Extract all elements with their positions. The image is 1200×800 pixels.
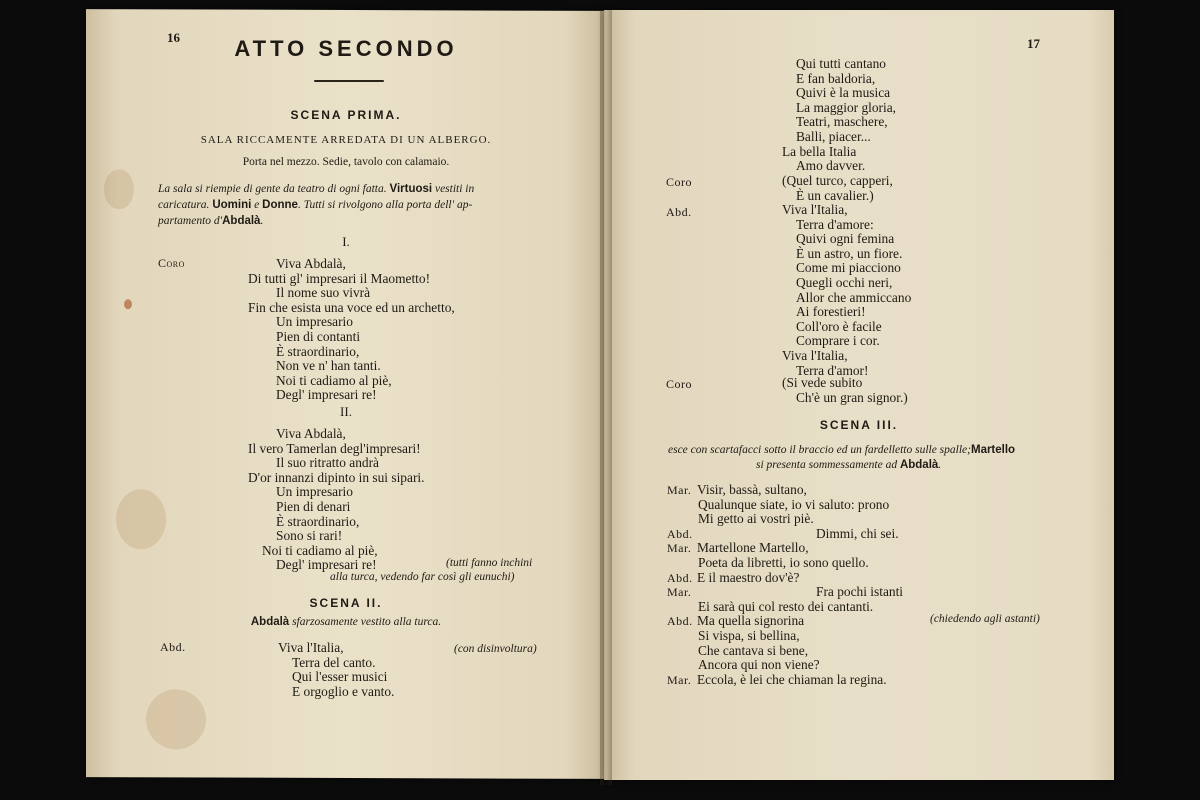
stage-direction — [86, 616, 606, 628]
verse-line: Fra pochi istanti — [816, 584, 904, 600]
speaker-label: Abd. — [667, 614, 693, 629]
verse-line: Visir, bassà, sultano, — [697, 482, 807, 497]
character-name: Donne — [262, 199, 298, 211]
verse-line: E orgoglio e vanto. — [292, 683, 395, 699]
speaker-label: Abd. — [160, 640, 186, 654]
verse-line: Coll'oro è facile — [796, 318, 882, 334]
scene-setting: SALA RICCAMENTE ARREDATA DI UN ALBERGO. — [200, 134, 492, 146]
speaker-label: Coro — [666, 175, 692, 189]
character-name: Martello — [970, 444, 1016, 456]
verse-line: È straordinario, — [276, 513, 360, 529]
scene-title: SCENA II. — [309, 596, 383, 610]
direction-text: . — [260, 215, 264, 227]
speaker-label: Mar. — [667, 483, 692, 497]
verse-line: Che cantava si bene, — [698, 642, 809, 658]
verse-line: Qui l'esser musici — [292, 669, 388, 685]
verse-line: La bella Italia — [782, 143, 857, 159]
verse-line: Come mi piacciono — [796, 260, 901, 276]
verse-line: Noi ti cadiamo al piè, — [262, 542, 378, 558]
direction-text: caricatura. — [158, 199, 213, 211]
verse-line: Viva l'Italia, — [278, 640, 344, 655]
stage-note: (chiedendo agli astanti) — [930, 613, 1040, 625]
verse-line: Terra d'amor! — [796, 362, 869, 378]
watermark — [480, 400, 488, 430]
verse-line: Balli, piacer... — [796, 129, 871, 144]
speaker-label: Coro — [666, 377, 692, 391]
verse-line: Viva l'Italia, — [782, 202, 848, 217]
verse-line: Qualunque siate, io vi saluto: prono — [698, 496, 890, 512]
speaker-label: Abd. — [667, 526, 693, 541]
verse-line: Viva Abdalà, — [276, 426, 346, 441]
direction-text: La sala si riempie di gente da teatro di ogni fatta. — [158, 183, 390, 195]
verse-line: Non ve n' han tanti. — [276, 358, 381, 374]
speaker-label: Abd. — [666, 205, 692, 219]
verse-line: Un impresario — [276, 314, 353, 330]
verse-line: Quivi ogni femina — [796, 231, 895, 247]
verse-line: È un astro, un fiore. — [796, 245, 903, 261]
verse-line: Poeta da libretti, io sono quello. — [698, 555, 869, 570]
direction-line — [756, 456, 941, 473]
character-name: Virtuosi — [389, 183, 433, 195]
scene-title: SCENA PRIMA. — [290, 108, 402, 122]
verse-line: Amo davver. — [796, 158, 866, 174]
verse-line: Degl' impresari re! — [276, 557, 377, 573]
verse-line: Ei sarà qui col resto dei cantanti. — [698, 598, 874, 614]
verse-line: E il maestro dov'è? — [697, 569, 800, 585]
direction-text: . Tutti si rivolgono alla porta dell' ap- — [297, 199, 473, 211]
verse-line: Noi ti cadiamo al piè, — [276, 372, 392, 388]
stanza-numeral: II. — [340, 404, 352, 419]
verse-line: Il nome suo vivrà — [276, 285, 371, 301]
verse-line: Viva Abdalà, — [276, 256, 346, 271]
foxing-stain — [116, 489, 166, 549]
act-title: ATTO SECONDO — [234, 36, 458, 61]
direction-text: e — [251, 199, 263, 211]
direction-text: si presenta sommessamente ad — [756, 459, 900, 471]
verse-line: È straordinario, — [276, 343, 360, 359]
verse-line: Un impresario — [276, 484, 353, 500]
direction-text: esce con scartafacci sotto il braccio ed un fardelletto sulle spalle; — [668, 444, 971, 456]
verse-line: Eccola, è lei che chiaman la regina. — [697, 671, 887, 687]
scene-title: SCENA III. — [819, 418, 899, 432]
verse-line: Dimmi, chi sei. — [816, 525, 899, 541]
foxing-stain — [146, 689, 206, 749]
direction-text: vestiti in — [432, 183, 475, 195]
speaker-label: Abd. — [667, 570, 693, 585]
verse-line: Comprare i cor. — [796, 333, 880, 349]
foxing-stain — [104, 169, 134, 209]
direction-line — [158, 212, 263, 229]
verse-line: Degl' impresari re! — [276, 387, 377, 403]
page-number-right: 17 — [1027, 36, 1040, 51]
title-ornament — [314, 78, 384, 84]
stage-note: (con disinvoltura) — [454, 643, 537, 655]
verse-line: Viva l'Italia, — [782, 348, 848, 363]
speaker-label: Mar. — [667, 541, 692, 556]
verse-line: La maggior gloria, — [796, 99, 897, 115]
verse-line: Pien di contanti — [276, 329, 361, 344]
verse-line: Il vero Tamerlan degl'impresari! — [248, 440, 421, 456]
verse-line: Si vispa, si bellina, — [698, 628, 800, 643]
scene-props: Porta nel mezzo. Sedie, tavolo con calamaio. — [242, 156, 450, 168]
verse-line: Pien di denari — [276, 499, 351, 514]
stage-note: (tutti fanno inchini — [446, 557, 533, 569]
verse-line: Mi getto ai vostri piè. — [698, 511, 814, 527]
stanza-numeral: I. — [342, 234, 350, 249]
verse-line: Di tutti gl' impresari il Maometto! — [248, 270, 431, 286]
verse-line: Il suo ritratto andrà — [276, 455, 379, 471]
verse-line: Sono si rari! — [276, 528, 343, 544]
character-name: Abdalà — [222, 215, 261, 227]
direction-text: partamento d' — [158, 215, 223, 227]
verse-line: E fan baldoria, — [796, 70, 876, 86]
verse-line: Ma quella signorina — [697, 613, 805, 629]
verse-line: È un cavalier.) — [796, 187, 874, 203]
verse-line: Fin che esista una voce ed un archetto, — [248, 299, 455, 315]
verse-line: Terra d'amore: — [796, 216, 874, 232]
verse-line: Quivi è la musica — [796, 85, 891, 101]
stage-note: alla turca, vedendo far così gli eunuchi) — [330, 571, 515, 583]
verse-line: Terra del canto. — [292, 654, 376, 670]
verse-line: Martellone Martello, — [697, 540, 809, 556]
direction-text: . — [938, 459, 942, 471]
page-number-left: 16 — [167, 30, 180, 45]
verse-line: Ancora qui non viene? — [698, 657, 820, 673]
verse-line: (Si vede subito — [782, 375, 863, 390]
verse-line: Quegli occhi neri, — [796, 275, 893, 290]
direction-line — [158, 180, 474, 197]
speaker-label: Mar. — [667, 585, 692, 600]
foxing-stain — [124, 299, 132, 309]
verse-line: D'or innanzi dipinto in sui sipari. — [248, 469, 425, 485]
speaker-label: Coro — [158, 256, 185, 270]
verse-line: Ch'è un gran signor.) — [796, 389, 908, 405]
speaker-label: Mar. — [667, 672, 692, 687]
verse-line: Qui tutti cantano — [796, 56, 886, 71]
verse-line: Ai forestieri! — [796, 304, 866, 320]
direction-line — [158, 196, 472, 213]
direction-text: sfarzosamente vestito alla turca. — [289, 616, 442, 628]
character-name: Uomini — [212, 199, 252, 211]
verse-line: (Quel turco, capperi, — [782, 173, 893, 188]
verse-line: Allor che ammiccano — [796, 289, 912, 305]
character-name: Abdalà — [899, 459, 939, 471]
book-gutter — [600, 10, 612, 785]
character-name: Abdalà — [250, 616, 290, 628]
verse-line: Teatri, maschere, — [796, 114, 888, 130]
open-book — [86, 10, 1116, 788]
